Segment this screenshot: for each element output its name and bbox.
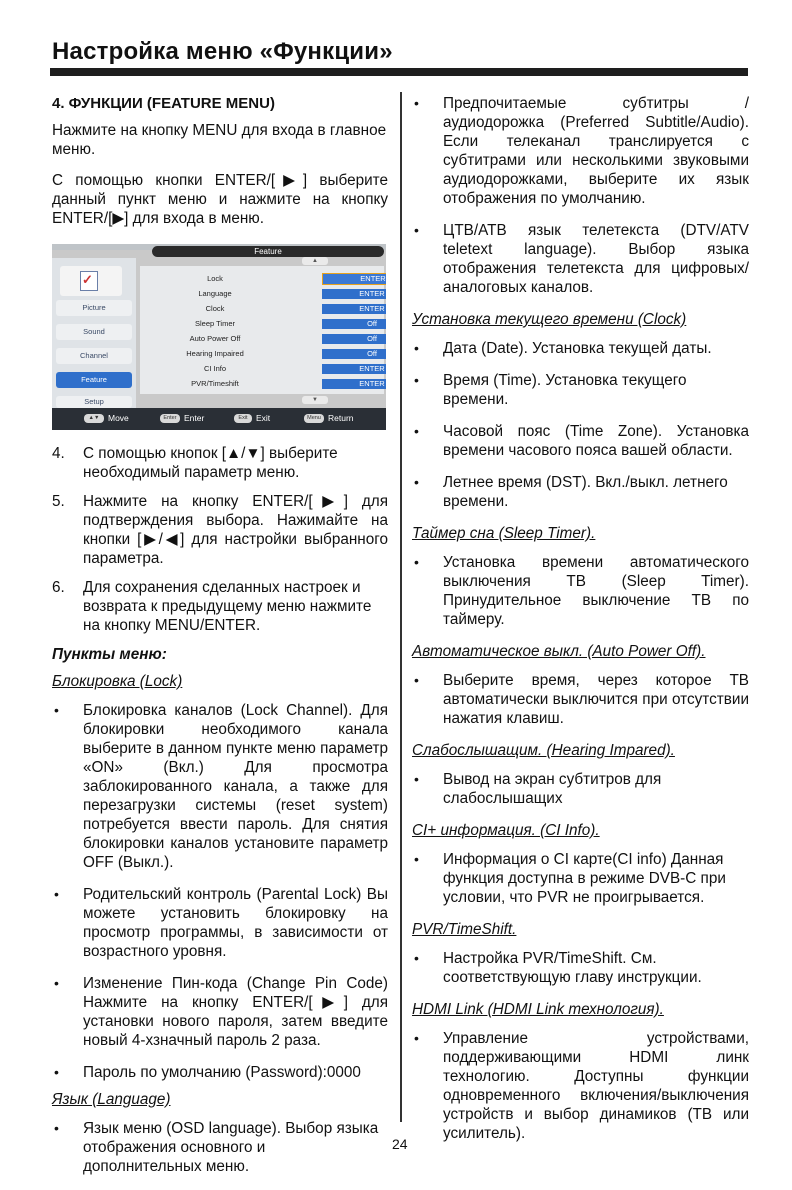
- list-item-text: Выберите время, через которое ТВ автоматически выключится при отсутствии нажатия клавиш.: [443, 672, 749, 727]
- list-item-text: Язык меню (OSD language). Выбор языка отображения основного и дополнительных меню.: [83, 1120, 379, 1175]
- subsection-title-lock: Блокировка (Lock): [52, 673, 183, 690]
- list-item-text: Время (Time). Установка текущего времени.: [443, 372, 687, 408]
- bullet-icon: •: [414, 1030, 419, 1046]
- bullet-icon: •: [54, 1120, 59, 1136]
- list-item: [412, 553, 749, 629]
- list-item: [412, 422, 749, 460]
- subsection-title-pvr: PVR/TimeShift.: [412, 921, 517, 938]
- bullet-icon: •: [414, 372, 419, 388]
- menu-title: Feature: [152, 246, 384, 257]
- menu-key-hints: [52, 408, 386, 430]
- menu-row-label: Lock: [207, 274, 223, 283]
- key-hint-label: Move: [108, 413, 129, 423]
- scroll-down-icon: ▼: [302, 396, 328, 404]
- list-item: [52, 444, 388, 482]
- list-item-text: Предпочитаемые субтитры / аудиодорожка (Preferred Subtitle/Audio). Если телеканал транслируется с субтитрами или несколькими звуковыми аудиодорожками, выберите их язык отображения по умолчанию.: [443, 95, 749, 207]
- menu-row-value: ENTER: [322, 364, 386, 374]
- step-text: Для сохранения сделанных настроек и возврата к предыдущему меню нажмите на кнопку MENU/ENTER.: [83, 579, 372, 634]
- subsection-title-ci-info: CI+ информация. (CI Info).: [412, 822, 600, 839]
- menu-row: [140, 377, 384, 391]
- list-item: [412, 339, 749, 358]
- step-text: Нажмите на кнопку ENTER/[▶] для подтверждения выбора. Нажимайте на кнопки [▶/◀] для настройки выбранного параметра.: [83, 493, 388, 567]
- list-item: [412, 221, 749, 297]
- bullet-icon: •: [414, 771, 419, 787]
- sidebar-item-feature: Feature: [56, 372, 132, 388]
- bullet-icon: •: [414, 554, 419, 570]
- menu-row-value: ENTER: [322, 273, 386, 285]
- list-item-text: Часовой пояс (Time Zone). Установка времени часового пояса вашей области.: [443, 423, 749, 459]
- key-hint-label: Return: [328, 413, 354, 423]
- bullet-icon: •: [414, 423, 419, 439]
- list-item: [52, 492, 388, 568]
- list-item: [412, 1029, 749, 1143]
- list-item: [412, 473, 749, 511]
- step-text: С помощью кнопок [▲/▼] выберите необходимый параметр меню.: [83, 445, 338, 481]
- menu-row: [140, 302, 384, 316]
- list-item: [412, 371, 749, 409]
- sidebar-item-sound: Sound: [56, 324, 132, 340]
- list-item-text: Родительский контроль (Parental Lock) Вы можете установить блокировку на просмотр программы, в зависимости от возрастного уровня.: [83, 886, 388, 960]
- menu-options: [140, 266, 384, 394]
- subsection-title-sleep-timer: Таймер сна (Sleep Timer).: [412, 525, 596, 542]
- bullet-icon: •: [54, 975, 59, 991]
- right-column: [412, 94, 749, 1156]
- menu-row-label: CI Info: [203, 364, 227, 373]
- menu-row: [140, 332, 384, 346]
- list-item-text: Установка времени автоматического выключения ТВ (Sleep Timer). Принудительное выключение ТВ по таймеру.: [443, 554, 749, 628]
- move-key-icon: ▲▼: [84, 414, 104, 423]
- menu-row-label: Sleep Timer: [194, 319, 236, 328]
- subsection-title-hearing: Слабослышащим. (Hearing Impared).: [412, 742, 675, 759]
- menu-row-value: Off: [322, 349, 386, 359]
- key-hint-label: Exit: [256, 413, 271, 423]
- menu-row-label: Language: [198, 289, 232, 298]
- bullet-icon: •: [414, 95, 419, 111]
- list-item-text: Информация о CI карте(CI info) Данная функция доступна в режиме DVB-C при условии, что PVR не проигрывается.: [443, 851, 726, 906]
- sidebar-item-picture: Picture: [56, 300, 132, 316]
- list-item-text: Изменение Пин-кода (Change Pin Code) Нажмите на кнопку ENTER/[▶] для установки нового пароля, затем введите новый 4-хзначный пароль 2 раза.: [83, 975, 388, 1049]
- feature-menu-screenshot: [52, 244, 386, 430]
- list-item: [412, 671, 749, 728]
- menu-row-value: Off: [322, 319, 386, 329]
- list-item-text: Управление устройствами, поддерживающими HDMI линк технологию. Доступны функции одновременного включения/выключения устройств и выбор динамиков (ТВ или усилитель).: [443, 1030, 749, 1142]
- column-divider: [400, 92, 402, 1122]
- bullet-icon: •: [414, 851, 419, 867]
- list-item: [412, 850, 749, 907]
- menu-row-value: ENTER: [322, 379, 386, 389]
- items-heading: Пункты меню:: [52, 646, 167, 663]
- step-number: 6.: [52, 579, 65, 596]
- bullet-icon: •: [54, 886, 59, 902]
- sidebar-item-channel: Channel: [56, 348, 132, 364]
- page-number: 24: [392, 1136, 408, 1152]
- menu-row: [140, 272, 384, 286]
- sidebar-item-setup: Setup: [56, 396, 132, 408]
- menu-row: [140, 362, 384, 376]
- list-item: [412, 770, 749, 808]
- title-rule: [50, 68, 748, 76]
- scroll-up-icon: ▲: [302, 257, 328, 265]
- menu-row-label: Auto Power Off: [189, 334, 241, 343]
- key-hint-label: Enter: [184, 413, 205, 423]
- step-number: 4.: [52, 445, 65, 462]
- list-item: [52, 974, 388, 1050]
- step-number: 5.: [52, 493, 65, 510]
- list-item-text: Вывод на экран субтитров для слабослышащих: [443, 771, 662, 807]
- list-item: [412, 949, 749, 987]
- menu-row: [140, 347, 384, 361]
- bullet-icon: •: [414, 340, 419, 356]
- list-item-text: Летнее время (DST). Вкл./выкл. летнего времени.: [443, 474, 728, 510]
- menu-row-label: PVR/Timeshift: [191, 379, 239, 388]
- intro-paragraph: С помощью кнопки ENTER/[▶] выберите данный пункт меню и нажмите на кнопку ENTER/[▶] для входа в меню.: [52, 172, 388, 227]
- list-item-text: Пароль по умолчанию (Password):0000: [83, 1064, 361, 1081]
- exit-key-icon: Exit: [234, 414, 252, 423]
- bullet-icon: •: [54, 702, 59, 718]
- list-item-text: Блокировка каналов (Lock Channel). Для блокировки необходимого канала выберите в данном пункте меню параметр «ON» (Вкл.) Для просмотра заблокированного канала, а также для перезагрузки системы (reset system) потребуется ввести пароль. Для снятия блокировки каналов установите параметр OFF (Выкл.).: [83, 702, 388, 871]
- menu-row: [140, 287, 384, 301]
- menu-sidebar: [52, 258, 136, 408]
- subsection-title-auto-power-off: Автоматическое выкл. (Auto Power Off).: [412, 643, 706, 660]
- bullet-icon: •: [54, 1064, 59, 1080]
- menu-row-value: ENTER: [322, 304, 386, 314]
- list-item: [52, 885, 388, 961]
- left-column: [52, 94, 388, 1189]
- list-item: [52, 578, 388, 635]
- subsection-title-language: Язык (Language): [52, 1091, 171, 1108]
- menu-row-label: Hearing Impaired: [186, 349, 244, 358]
- bullet-icon: •: [414, 672, 419, 688]
- subsection-title-hdmi-link: HDMI Link (HDMI Link технология).: [412, 1001, 664, 1018]
- bullet-icon: •: [414, 950, 419, 966]
- menu-key-icon: Menu: [304, 414, 324, 423]
- subsection-title-clock: Установка текущего времени (Clock): [412, 311, 687, 328]
- list-item-text: ЦТВ/АТВ язык телетекста (DTV/ATV teletext language). Выбор языка отображения телетекста для цифровых/аналоговых каналов.: [443, 222, 749, 296]
- list-item: [52, 701, 388, 872]
- enter-key-icon: Enter: [160, 414, 180, 423]
- menu-row: [140, 317, 384, 331]
- section-heading: 4. ФУНКЦИИ (FEATURE MENU): [52, 95, 275, 112]
- bullet-icon: •: [414, 474, 419, 490]
- list-item-text: Дата (Date). Установка текущей даты.: [443, 340, 712, 357]
- list-item: [412, 94, 749, 208]
- menu-row-label: Clock: [205, 304, 225, 313]
- list-item: [52, 1119, 388, 1176]
- feature-logo-icon: [60, 266, 122, 296]
- menu-row-value: ENTER: [322, 289, 386, 299]
- menu-row-value: Off: [322, 334, 386, 344]
- intro-paragraph: Нажмите на кнопку MENU для входа в главное меню.: [52, 122, 387, 158]
- bullet-icon: •: [414, 222, 419, 238]
- list-item-text: Настройка PVR/TimeShift. См. соответствующую главу инструкции.: [443, 950, 702, 986]
- page-title: Настройка меню «Функции»: [52, 38, 393, 65]
- list-item: [52, 1063, 388, 1082]
